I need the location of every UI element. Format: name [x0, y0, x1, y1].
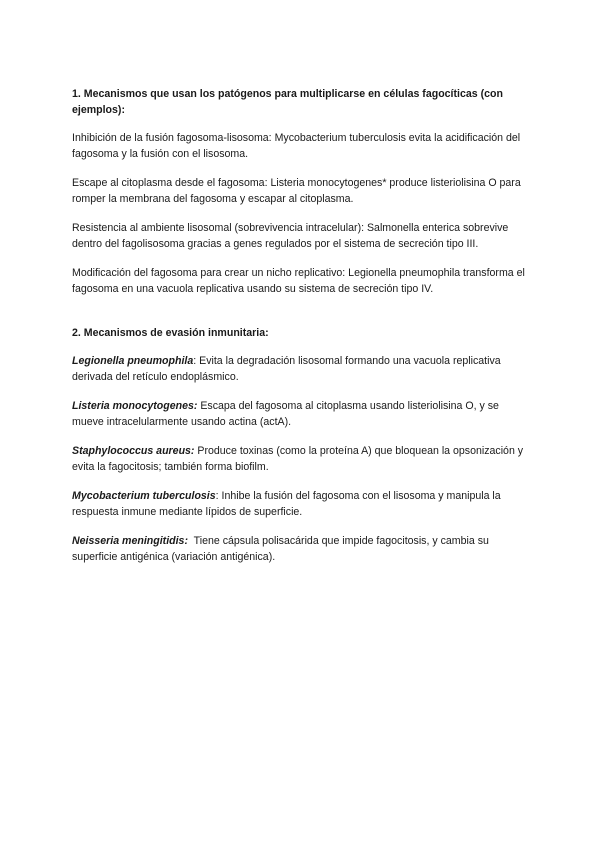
evasion-item-neisseria: [72, 533, 532, 565]
document-page: [72, 86, 532, 565]
evasion-item-legionella: [72, 353, 532, 385]
section1-paragraph-4: Modificación del fagosoma para crear un nicho replicativo: Legionella pneumophila transforma el fagosoma en una vacuola replicativa usando su sistema de secreción tipo IV.: [72, 267, 525, 295]
evasion-term: Listeria monocytogenes:: [72, 400, 198, 412]
section1-heading: 1. Mecanismos que usan los patógenos para multiplicarse en células fagocíticas (con ejemplos):: [72, 88, 503, 116]
evasion-term: Legionella pneumophila: [72, 355, 194, 367]
evasion-text: Tiene cápsula polisacárida que impide fagocitosis, y cambia su superficie antigénica (variación antigénica).: [72, 535, 492, 563]
evasion-item-mycobacterium: [72, 488, 532, 520]
section1-paragraph-1: Inhibición de la fusión fagosoma-lisosoma: Mycobacterium tuberculosis evita la acidificación del fagosoma y la fusión con el lisosoma.: [72, 132, 521, 160]
evasion-term: Neisseria meningitidis:: [72, 535, 188, 547]
evasion-text: Escapa del fagosoma al citoplasma usando listeriolisina O, y se mueve intracelularmente usando actina (actA).: [72, 400, 499, 428]
section1-paragraph-2: Escape al citoplasma desde el fagosoma: Listeria monocytogenes* produce listeriolisina O para romper la membrana del fagosoma y escapar al citoplasma.: [72, 177, 521, 205]
evasion-text: : Evita la degradación lisosomal formando una vacuola replicativa derivada del retículo endoplásmico.: [72, 355, 501, 383]
evasion-item-staphylococcus: [72, 443, 532, 475]
evasion-text: : Inhibe la fusión del fagosoma con el lisosoma y manipula la respuesta inmune mediante lípidos de superficie.: [72, 490, 501, 518]
evasion-item-listeria: [72, 398, 532, 430]
section2-heading: 2. Mecanismos de evasión inmunitaria:: [72, 327, 269, 339]
section1-paragraph-3: Resistencia al ambiente lisosomal (sobrevivencia intracelular): Salmonella enterica sobrevive dentro del fagolisosoma gracias a genes regulados por el sistema de secreción tipo III.: [72, 222, 509, 250]
evasion-term: Mycobacterium tuberculosis: [72, 490, 216, 502]
evasion-text: Produce toxinas (como la proteína A) que bloquean la opsonización y evita la fagocitosis; también forma biofilm.: [72, 445, 524, 473]
evasion-term: Staphylococcus aureus:: [72, 445, 195, 457]
